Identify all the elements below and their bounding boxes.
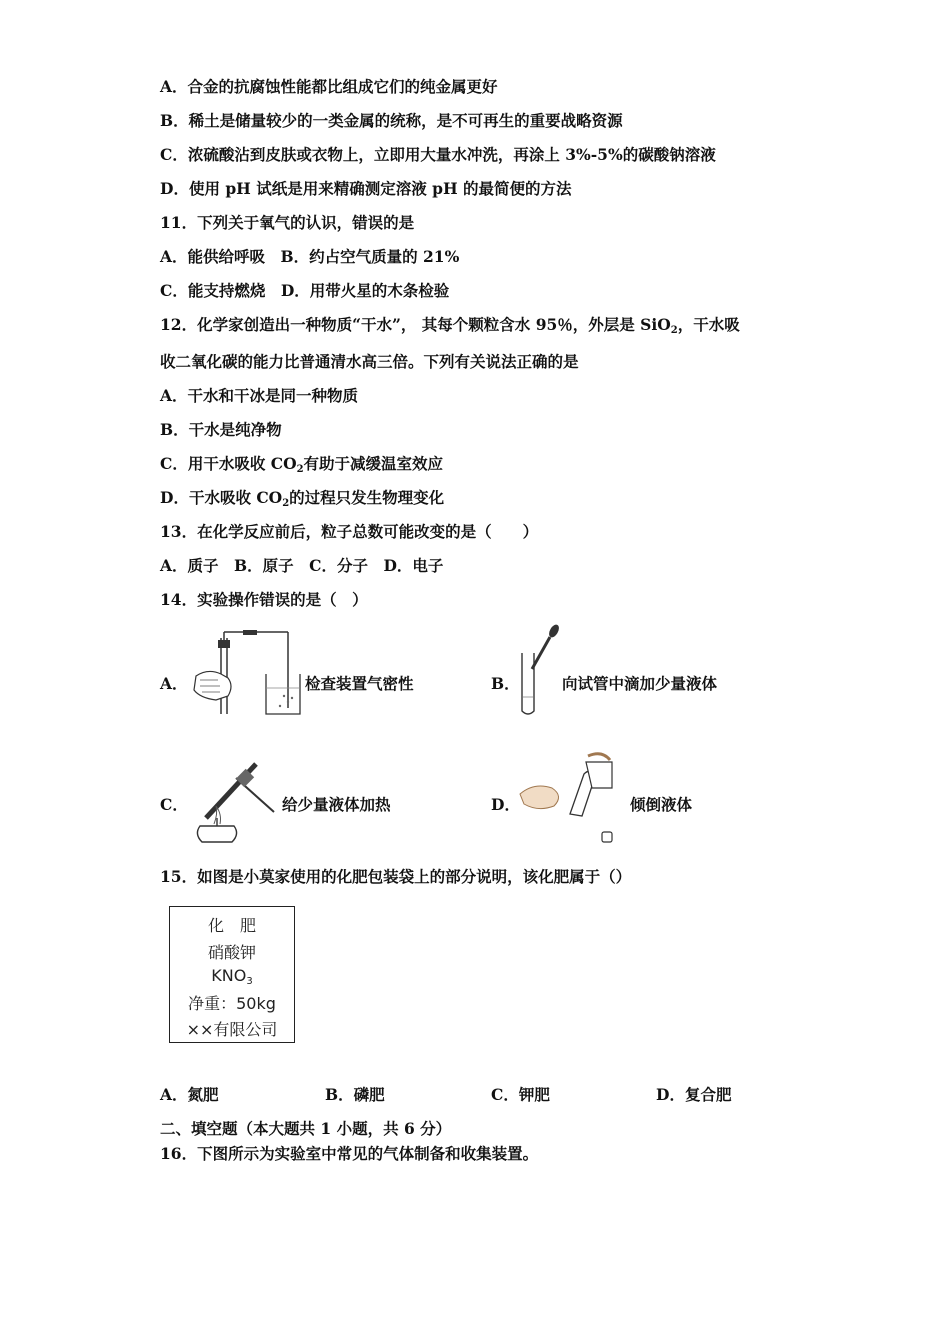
q14-c-letter: C． [160,795,188,814]
label-line2: 硝酸钾 [207,943,256,962]
q14-stem: 14．实验操作错误的是（ ） [160,590,368,609]
airtight-check-figure [188,630,303,718]
q14-c-text: 给少量液体加热 [282,795,391,814]
q10-option-b: B．稀土是储量较少的一类金属的统称，是不可再生的重要战略资源 [160,111,623,130]
q12-option-b: B．干水是纯净物 [160,420,282,439]
pouring-liquid-figure [518,752,616,847]
q14-d-text: 倾倒液体 [630,795,693,814]
q12-stem-line1 [160,315,740,341]
label-line5: ××有限公司 [186,1020,278,1039]
label-formula: KNO [211,966,247,985]
q12-stem-text: 12．化学家创造出一种物质“干水”， 其每个颗粒含水 95％，外层是 SiO [160,315,671,334]
q12-c-pre: C．用干水吸收 CO [160,454,297,473]
q14-a-text: 检查装置气密性 [305,674,414,693]
q12-stem-line2: 收二氧化碳的能力比普通清水高三倍。下列有关说法正确的是 [160,352,579,371]
q12-stem-tail: ，干水吸 [677,315,740,334]
q12-c-post: 有助于减缓温室效应 [303,454,444,473]
q14-b-letter: B． [491,674,520,693]
q12-option-a: A．干水和干冰是同一种物质 [160,386,359,405]
label-formula-sub: 3 [246,976,253,987]
q12-d-post: 的过程只发生物理变化 [289,488,445,507]
fertilizer-label [169,906,295,1043]
q16-stem: 16．下图所示为实验室中常见的气体制备和收集装置。 [160,1144,539,1163]
q15-option-a: A．氮肥 [160,1085,219,1104]
q15-stem: 15．如图是小莫家使用的化肥包装袋上的部分说明，该化肥属于（） [160,867,632,886]
q15-option-c: C．钾肥 [491,1085,550,1104]
q12-d-pre: D．干水吸收 CO [160,488,283,507]
q12-option-c [160,454,443,480]
q12-d-sub: 2 [282,498,290,509]
q13-options: A．质子 B．原子 C．分子 D．电子 [160,556,444,575]
q12-c-sub: 2 [296,464,304,475]
q14-a-letter: A． [160,674,188,693]
q14-b-text: 向试管中滴加少量液体 [562,674,718,693]
dropper-figure [510,623,560,720]
heating-liquid-figure [186,756,281,846]
q11-options-row2: C．能支持燃烧 D．用带火星的木条检验 [160,281,450,300]
q10-option-c: C．浓硫酸沾到皮肤或衣物上，立即用大量水冲洗，再涂上 3%-5%的碳酸钠溶液 [160,145,716,164]
label-line3 [170,966,294,987]
q13-stem: 13．在化学反应前后，粒子总数可能改变的是（ ） [160,522,539,541]
q14-d-letter: D． [491,795,520,814]
q12-subscript: 2 [670,325,678,336]
q15-option-d: D．复合肥 [656,1085,732,1104]
label-line1: 化 肥 [207,916,256,935]
q10-option-d: D．使用 pH 试纸是用来精确测定溶液 pH 的最简便的方法 [160,179,572,198]
label-line4: 净重：50kg [188,994,276,1013]
q11-options-row1: A．能供给呼吸 B．约占空气质量的 21% [160,247,460,266]
q12-option-d [160,488,444,514]
section2-heading: 二、填空题（本大题共 1 小题，共 6 分） [160,1119,452,1138]
q11-stem: 11．下列关于氧气的认识，错误的是 [160,213,415,232]
q10-option-a: A．合金的抗腐蚀性能都比组成它们的纯金属更好 [160,77,498,96]
q15-option-b: B．磷肥 [325,1085,385,1104]
